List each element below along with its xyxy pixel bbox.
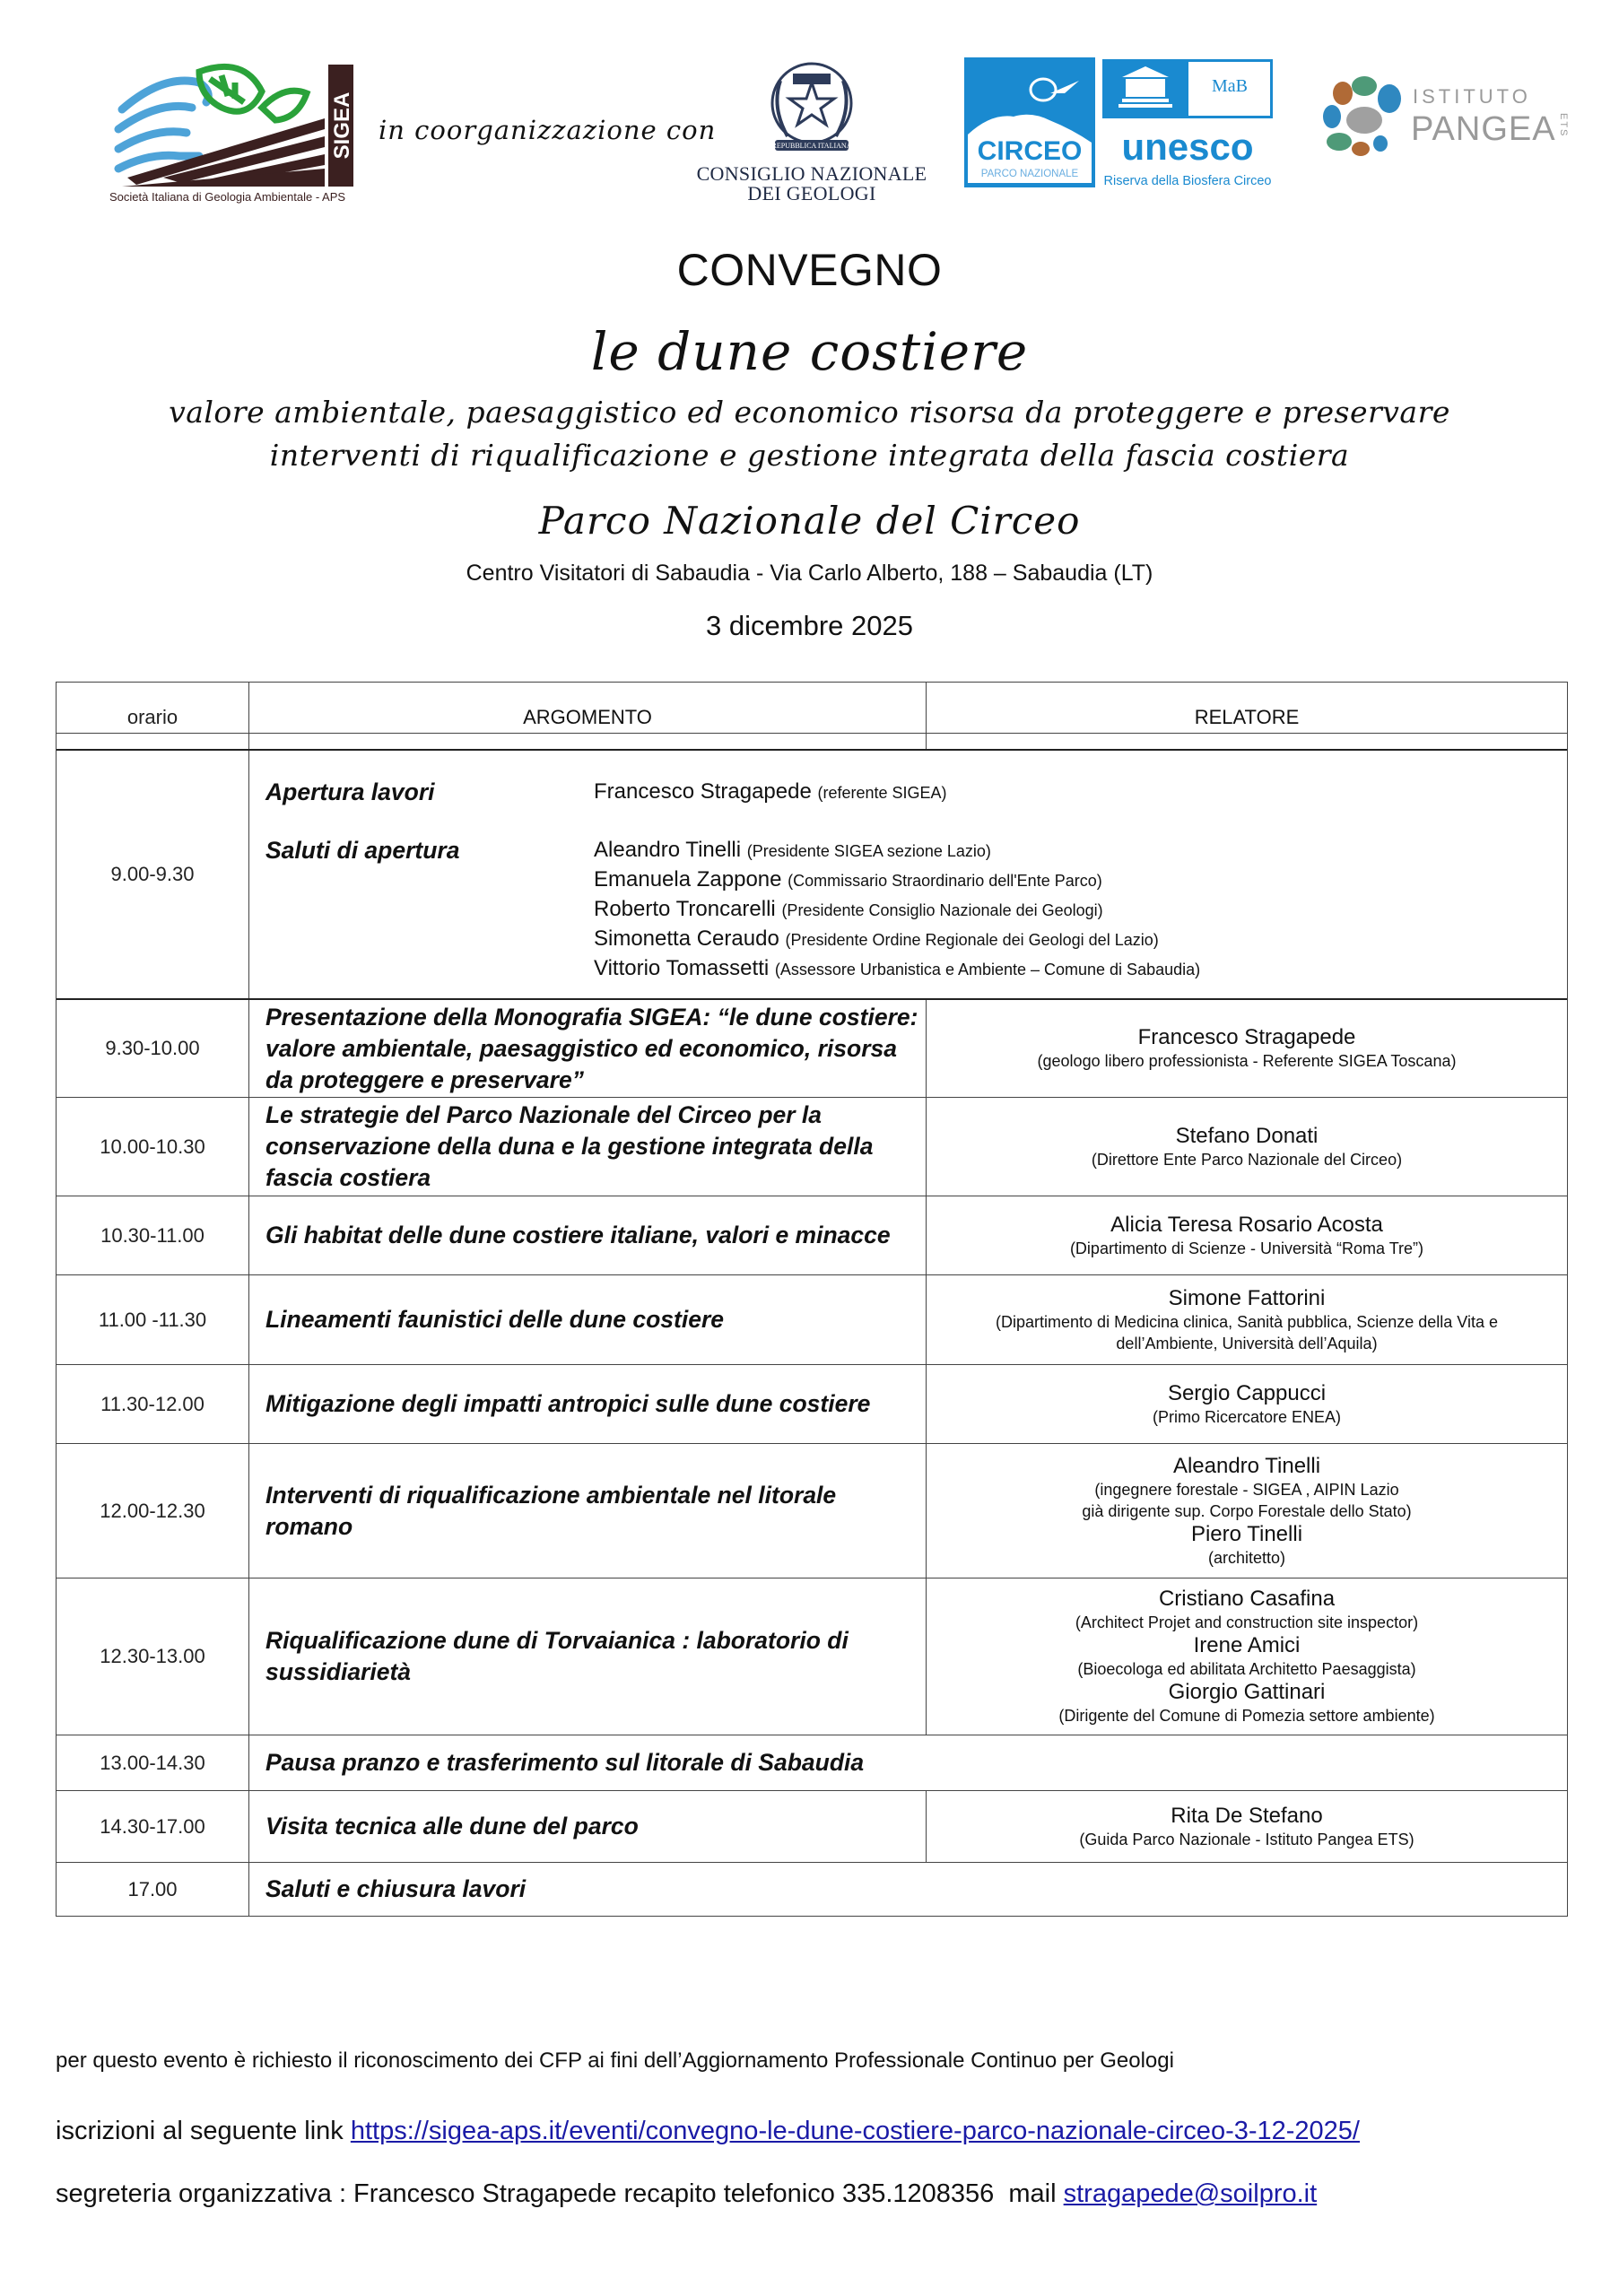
secretariat-line bbox=[56, 2179, 1317, 2209]
sigea-caption: Società Italiana di Geologia Ambientale - APS bbox=[109, 190, 346, 204]
row-time: 9.30-10.00 bbox=[57, 1000, 249, 1097]
speaker-role: (Architect Projet and construction site inspector) bbox=[1075, 1613, 1419, 1631]
speaker-name: Irene Amici bbox=[1193, 1633, 1301, 1657]
row-topic: Le strategie del Parco Nazionale del Circeo per la conservazione della duna e la gestione integrata della fascia costiera bbox=[249, 1098, 927, 1196]
unesco-name: unesco bbox=[1121, 126, 1254, 168]
event-subtitle-2: interventi di riqualificazione e gestione integrata della fascia costiera bbox=[269, 438, 1350, 473]
row-topic: Pausa pranzo e trasferimento sul litorale di Sabaudia bbox=[265, 1749, 865, 1776]
event-type: CONVEGNO bbox=[676, 245, 943, 295]
speaker-role: (Bioecologa ed abilitata Architetto Paesaggista) bbox=[1077, 1660, 1416, 1678]
sigea-emblem-icon bbox=[109, 56, 357, 210]
row-topic: Riqualificazione dune di Torvaianica : laboratorio di sussidiarietà bbox=[249, 1578, 927, 1735]
row-time: 12.30-13.00 bbox=[57, 1578, 249, 1735]
unesco-logo bbox=[1102, 59, 1273, 190]
speaker-role: (architetto) bbox=[1207, 1548, 1286, 1567]
event-date: 3 dicembre 2025 bbox=[706, 610, 913, 641]
cng-logo bbox=[691, 54, 933, 206]
saluti-item: Simonetta Ceraudo (Presidente Ordine Regionale dei Geologi del Lazio) bbox=[594, 926, 1159, 951]
row-time: 11.00 -11.30 bbox=[57, 1275, 249, 1364]
row-time: 17.00 bbox=[57, 1863, 249, 1916]
speaker-name: Cristiano Casafina bbox=[1158, 1587, 1336, 1611]
opening-apertura bbox=[265, 778, 1567, 807]
speaker-role: già dirigente sup. Corpo Forestale dello Stato) bbox=[1082, 1501, 1412, 1520]
saluti-item: Aleandro Tinelli (Presidente SIGEA sezione Lazio) bbox=[594, 838, 991, 862]
table-row bbox=[57, 1097, 1567, 1196]
column-header-speaker: RELATORE bbox=[1194, 706, 1300, 728]
row-speakers bbox=[927, 1275, 1567, 1364]
pangea-line1: ISTITUTO bbox=[1413, 85, 1531, 108]
email-link[interactable]: stragapede@soilpro.it bbox=[1063, 2179, 1318, 2208]
row-time: 11.30-12.00 bbox=[57, 1365, 249, 1443]
saluti-list bbox=[594, 836, 1200, 984]
row-topic: Lineamenti faunistici delle dune costiere bbox=[249, 1275, 927, 1364]
row-time: 10.30-11.00 bbox=[57, 1196, 249, 1274]
row-time: 14.30-17.00 bbox=[57, 1791, 249, 1862]
unesco-mab-icon bbox=[1102, 59, 1273, 190]
coorganization-text: in coorganizzazione con bbox=[379, 115, 717, 145]
event-subtitle-1: valore ambientale, paesaggistico ed economico risorsa da proteggere e preservare bbox=[169, 395, 1450, 430]
row-speakers bbox=[927, 1578, 1567, 1735]
saluti-label: Saluti di apertura bbox=[265, 837, 460, 864]
speaker-name: Giorgio Gattinari bbox=[1168, 1680, 1326, 1704]
registration-prefix: iscrizioni al seguente link bbox=[56, 2117, 351, 2145]
program-table bbox=[56, 682, 1568, 1917]
row-speakers bbox=[927, 1098, 1567, 1196]
pangea-line2: PANGEA bbox=[1411, 110, 1556, 148]
row-topic: Mitigazione degli impatti antropici sulle dune costiere bbox=[249, 1365, 927, 1443]
row-topic: Presentazione della Monografia SIGEA: “le dune costiere: valore ambientale, paesaggistico ed economico, risorsa da proteggere e preservare” bbox=[249, 1000, 927, 1097]
row-topic: Gli habitat delle dune costiere italiane, valori e minacce bbox=[249, 1196, 927, 1274]
unesco-sub: Riserva della Biosfera Circeo bbox=[1103, 174, 1272, 188]
row-speakers bbox=[927, 1365, 1567, 1443]
table-spacer-row bbox=[57, 733, 1567, 749]
table-row bbox=[57, 1364, 1567, 1443]
mab-text: MaB bbox=[1212, 76, 1248, 96]
registration-line bbox=[56, 2117, 1360, 2146]
event-venue: Centro Visitatori di Sabaudia - Via Carlo Alberto, 188 – Sabaudia (LT) bbox=[466, 561, 1153, 586]
sigea-letters: SIGEA bbox=[330, 91, 354, 160]
sigea-logo bbox=[109, 56, 357, 210]
row-time: 9.00-9.30 bbox=[57, 751, 249, 998]
row-topic: Interventi di riqualificazione ambientale nel litorale romano bbox=[249, 1444, 927, 1578]
apertura-label: Apertura lavori bbox=[265, 778, 435, 805]
table-row bbox=[57, 1196, 1567, 1274]
row-time: 10.00-10.30 bbox=[57, 1098, 249, 1196]
cfp-note: per questo evento è richiesto il riconoscimento dei CFP ai fini dell’Aggiornamento Professionale Continuo per Geologi bbox=[56, 2048, 1174, 2073]
table-row bbox=[57, 1735, 1567, 1790]
circeo-logo bbox=[964, 57, 1095, 187]
circeo-name: CIRCEO bbox=[977, 136, 1083, 166]
speaker-name: Francesco Stragapede bbox=[1137, 1025, 1356, 1049]
speaker-name: Aleandro Tinelli bbox=[1172, 1453, 1321, 1478]
cng-name-line2: DEI GEOLOGI bbox=[747, 182, 876, 204]
row-speakers bbox=[927, 1000, 1567, 1097]
opening-saluti bbox=[265, 836, 1567, 984]
speaker-role: (Dirigente del Comune di Pomezia settore ambiente) bbox=[1058, 1707, 1435, 1725]
table-row bbox=[57, 1790, 1567, 1862]
table-row bbox=[57, 998, 1567, 1097]
pangea-stones-icon bbox=[1323, 74, 1413, 163]
table-row bbox=[57, 1862, 1567, 1916]
apertura-name: Francesco Stragapede bbox=[594, 779, 812, 804]
table-row bbox=[57, 1443, 1567, 1578]
speaker-name: Simone Fattorini bbox=[1168, 1285, 1326, 1310]
speaker-role: (geologo libero professionista - Referente SIGEA Toscana) bbox=[1037, 1052, 1457, 1070]
speaker-role: (ingegnere forestale - SIGEA , AIPIN Lazio bbox=[1094, 1480, 1399, 1499]
speaker-role: (Dipartimento di Medicina clinica, Sanità pubblica, Scienze della Vita e dell’Ambiente, Università dell’Aquila) bbox=[996, 1312, 1498, 1352]
row-topic: Visita tecnica alle dune del parco bbox=[249, 1791, 927, 1862]
saluti-item: Vittorio Tomassetti (Assessore Urbanistica e Ambiente – Comune di Sabaudia) bbox=[594, 956, 1201, 980]
row-speakers bbox=[927, 1444, 1567, 1578]
event-title: le dune costiere bbox=[590, 321, 1029, 382]
column-header-topic: ARGOMENTO bbox=[249, 683, 927, 733]
cng-name-line1: CONSIGLIO NAZIONALE bbox=[696, 162, 927, 185]
registration-link[interactable]: https://sigea-aps.it/eventi/convegno-le-dune-costiere-parco-nazionale-circeo-3-12-2025/ bbox=[350, 2117, 1360, 2145]
speaker-name: Piero Tinelli bbox=[1190, 1521, 1303, 1546]
saluti-item: Emanuela Zappone (Commissario Straordinario dell'Ente Parco) bbox=[594, 867, 1102, 891]
speaker-role: (Primo Ricercatore ENEA) bbox=[1152, 1407, 1342, 1426]
table-row bbox=[57, 1578, 1567, 1735]
row-time: 12.00-12.30 bbox=[57, 1444, 249, 1578]
circeo-park-icon bbox=[964, 57, 1095, 187]
speaker-role: (Dipartimento di Scienze - Università “Roma Tre”) bbox=[1069, 1239, 1424, 1257]
column-header-time: orario bbox=[57, 683, 249, 733]
speaker-name: Sergio Cappucci bbox=[1167, 1380, 1327, 1405]
event-place: Parco Nazionale del Circeo bbox=[538, 499, 1081, 543]
speaker-role: (Guida Parco Nazionale - Istituto Pangea ETS) bbox=[1079, 1830, 1414, 1848]
pangea-logo bbox=[1323, 74, 1592, 163]
table-header-row bbox=[57, 683, 1567, 733]
speaker-name: Alicia Teresa Rosario Acosta bbox=[1110, 1212, 1383, 1237]
secretariat-prefix: segreteria organizzativa : Francesco Stragapede recapito telefonico 335.1208356 mail bbox=[56, 2179, 1064, 2208]
row-speakers bbox=[927, 1196, 1567, 1274]
row-speakers bbox=[927, 1791, 1567, 1862]
republic-emblem-icon bbox=[762, 54, 861, 160]
apertura-role: (referente SIGEA) bbox=[817, 784, 947, 802]
circeo-sub: PARCO NAZIONALE bbox=[980, 169, 1079, 179]
table-row bbox=[57, 1274, 1567, 1364]
row-topic: Saluti e chiusura lavori bbox=[265, 1875, 527, 1902]
row-time: 13.00-14.30 bbox=[57, 1735, 249, 1790]
saluti-item: Roberto Troncarelli (Presidente Consiglio Nazionale dei Geologi) bbox=[594, 897, 1103, 921]
table-row-opening bbox=[57, 749, 1567, 998]
opening-content bbox=[249, 751, 1567, 998]
speaker-name: Stefano Donati bbox=[1175, 1123, 1319, 1148]
speaker-name: Rita De Stefano bbox=[1171, 1803, 1323, 1828]
seal-text: REPUBBLICA ITALIANA bbox=[771, 142, 852, 150]
speaker-role: (Direttore Ente Parco Nazionale del Circeo) bbox=[1091, 1150, 1403, 1169]
pangea-suffix: ETS bbox=[1558, 113, 1569, 138]
